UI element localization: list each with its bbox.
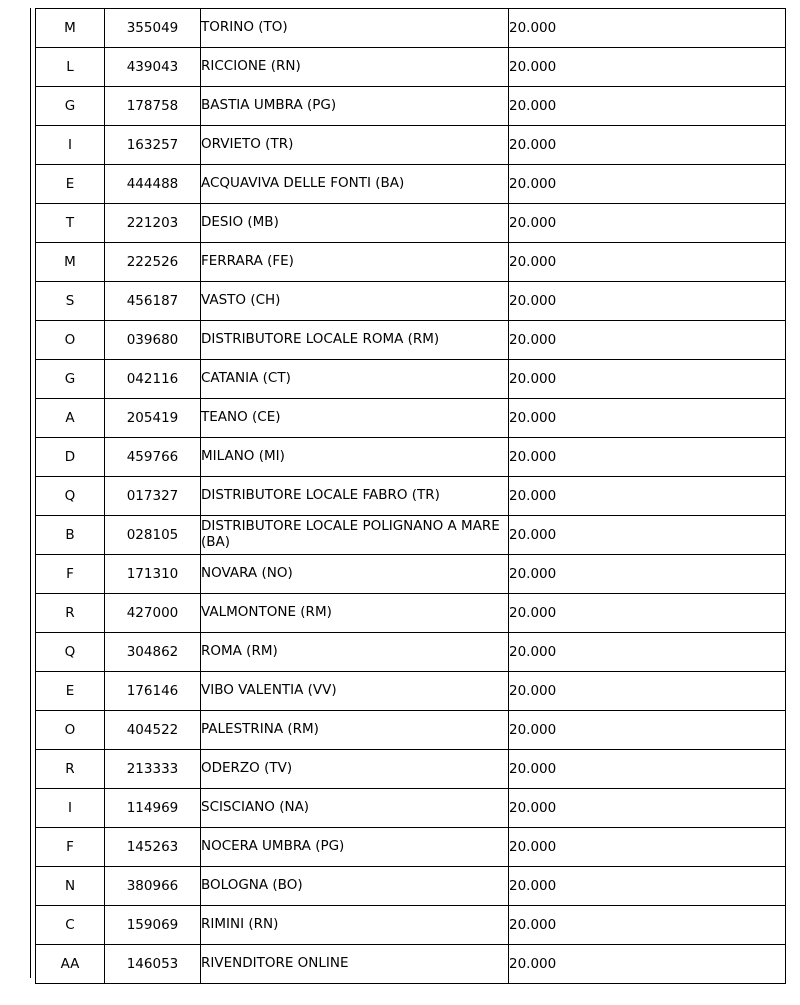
cell-value: 20.000 bbox=[509, 477, 786, 516]
cell-name: DISTRIBUTORE LOCALE FABRO (TR) bbox=[201, 477, 509, 516]
cell-value: 20.000 bbox=[509, 165, 786, 204]
cell-name: ORVIETO (TR) bbox=[201, 126, 509, 165]
cell-letter: AA bbox=[36, 945, 105, 984]
cell-letter: T bbox=[36, 204, 105, 243]
cell-name: VALMONTONE (RM) bbox=[201, 594, 509, 633]
cell-letter: R bbox=[36, 750, 105, 789]
cell-letter: I bbox=[36, 126, 105, 165]
table-row bbox=[36, 516, 786, 555]
table-row bbox=[36, 711, 786, 750]
cell-code: 042116 bbox=[105, 360, 201, 399]
cell-code: 427000 bbox=[105, 594, 201, 633]
cell-code: 028105 bbox=[105, 516, 201, 555]
cell-letter: F bbox=[36, 555, 105, 594]
cell-code: 039680 bbox=[105, 321, 201, 360]
cell-value: 20.000 bbox=[509, 555, 786, 594]
cell-letter: D bbox=[36, 438, 105, 477]
cell-code: 145263 bbox=[105, 828, 201, 867]
table-row bbox=[36, 165, 786, 204]
cell-letter: L bbox=[36, 48, 105, 87]
cell-name: DISTRIBUTORE LOCALE ROMA (RM) bbox=[201, 321, 509, 360]
cell-value: 20.000 bbox=[509, 438, 786, 477]
cell-name: ODERZO (TV) bbox=[201, 750, 509, 789]
cell-name: VASTO (CH) bbox=[201, 282, 509, 321]
cell-letter: S bbox=[36, 282, 105, 321]
cell-value: 20.000 bbox=[509, 87, 786, 126]
table-row bbox=[36, 594, 786, 633]
cell-code: 355049 bbox=[105, 9, 201, 48]
table-row bbox=[36, 828, 786, 867]
cell-name: RIMINI (RN) bbox=[201, 906, 509, 945]
cell-letter: I bbox=[36, 789, 105, 828]
cell-code: 146053 bbox=[105, 945, 201, 984]
cell-letter: F bbox=[36, 828, 105, 867]
cell-letter: O bbox=[36, 711, 105, 750]
cell-code: 176146 bbox=[105, 672, 201, 711]
cell-name: DISTRIBUTORE LOCALE POLIGNANO A MARE (BA) bbox=[201, 516, 509, 555]
cell-name: TORINO (TO) bbox=[201, 9, 509, 48]
cell-name: FERRARA (FE) bbox=[201, 243, 509, 282]
cell-code: 017327 bbox=[105, 477, 201, 516]
cell-name: VIBO VALENTIA (VV) bbox=[201, 672, 509, 711]
cell-code: 380966 bbox=[105, 867, 201, 906]
cell-letter: C bbox=[36, 906, 105, 945]
cell-code: 304862 bbox=[105, 633, 201, 672]
cell-value: 20.000 bbox=[509, 516, 786, 555]
cell-value: 20.000 bbox=[509, 750, 786, 789]
cell-code: 163257 bbox=[105, 126, 201, 165]
cell-value: 20.000 bbox=[509, 360, 786, 399]
cell-code: 171310 bbox=[105, 555, 201, 594]
cell-value: 20.000 bbox=[509, 906, 786, 945]
cell-value: 20.000 bbox=[509, 48, 786, 87]
table-row bbox=[36, 48, 786, 87]
cell-name: NOCERA UMBRA (PG) bbox=[201, 828, 509, 867]
cell-code: 114969 bbox=[105, 789, 201, 828]
cell-value: 20.000 bbox=[509, 204, 786, 243]
table-row bbox=[36, 399, 786, 438]
table-row bbox=[36, 360, 786, 399]
cell-code: 178758 bbox=[105, 87, 201, 126]
cell-code: 404522 bbox=[105, 711, 201, 750]
cell-value: 20.000 bbox=[509, 243, 786, 282]
cell-code: 444488 bbox=[105, 165, 201, 204]
cell-value: 20.000 bbox=[509, 321, 786, 360]
cell-name: PALESTRINA (RM) bbox=[201, 711, 509, 750]
cell-letter: A bbox=[36, 399, 105, 438]
cell-name: BASTIA UMBRA (PG) bbox=[201, 87, 509, 126]
cell-value: 20.000 bbox=[509, 399, 786, 438]
cell-code: 213333 bbox=[105, 750, 201, 789]
cell-code: 205419 bbox=[105, 399, 201, 438]
cell-value: 20.000 bbox=[509, 828, 786, 867]
table-row bbox=[36, 945, 786, 984]
cell-name: DESIO (MB) bbox=[201, 204, 509, 243]
table-container bbox=[35, 8, 785, 984]
cell-value: 20.000 bbox=[509, 594, 786, 633]
cell-letter: E bbox=[36, 672, 105, 711]
table-row bbox=[36, 87, 786, 126]
table-row bbox=[36, 867, 786, 906]
table-row bbox=[36, 906, 786, 945]
cell-value: 20.000 bbox=[509, 672, 786, 711]
table-row bbox=[36, 750, 786, 789]
table-row bbox=[36, 9, 786, 48]
table-row bbox=[36, 126, 786, 165]
cell-name: ACQUAVIVA DELLE FONTI (BA) bbox=[201, 165, 509, 204]
table-row bbox=[36, 633, 786, 672]
table-row bbox=[36, 477, 786, 516]
cell-name: BOLOGNA (BO) bbox=[201, 867, 509, 906]
cell-value: 20.000 bbox=[509, 126, 786, 165]
cell-value: 20.000 bbox=[509, 867, 786, 906]
table-row bbox=[36, 789, 786, 828]
cell-value: 20.000 bbox=[509, 711, 786, 750]
table-body bbox=[36, 9, 786, 984]
cell-code: 439043 bbox=[105, 48, 201, 87]
cell-code: 456187 bbox=[105, 282, 201, 321]
cell-letter: Q bbox=[36, 477, 105, 516]
cell-value: 20.000 bbox=[509, 789, 786, 828]
table-row bbox=[36, 243, 786, 282]
cell-name: MILANO (MI) bbox=[201, 438, 509, 477]
page-margin-rule bbox=[30, 8, 31, 978]
cell-name: TEANO (CE) bbox=[201, 399, 509, 438]
table-row bbox=[36, 555, 786, 594]
cell-name: SCISCIANO (NA) bbox=[201, 789, 509, 828]
cell-name: RIVENDITORE ONLINE bbox=[201, 945, 509, 984]
dealer-table bbox=[35, 8, 786, 984]
table-row bbox=[36, 204, 786, 243]
cell-name: RICCIONE (RN) bbox=[201, 48, 509, 87]
cell-letter: O bbox=[36, 321, 105, 360]
cell-name: ROMA (RM) bbox=[201, 633, 509, 672]
cell-letter: M bbox=[36, 243, 105, 282]
cell-value: 20.000 bbox=[509, 633, 786, 672]
cell-code: 159069 bbox=[105, 906, 201, 945]
cell-value: 20.000 bbox=[509, 945, 786, 984]
table-row bbox=[36, 282, 786, 321]
table-row bbox=[36, 438, 786, 477]
cell-value: 20.000 bbox=[509, 9, 786, 48]
cell-code: 221203 bbox=[105, 204, 201, 243]
cell-letter: E bbox=[36, 165, 105, 204]
table-row bbox=[36, 321, 786, 360]
cell-letter: R bbox=[36, 594, 105, 633]
cell-letter: G bbox=[36, 360, 105, 399]
cell-letter: N bbox=[36, 867, 105, 906]
table-row bbox=[36, 672, 786, 711]
cell-letter: M bbox=[36, 9, 105, 48]
cell-code: 222526 bbox=[105, 243, 201, 282]
cell-code: 459766 bbox=[105, 438, 201, 477]
cell-name: CATANIA (CT) bbox=[201, 360, 509, 399]
cell-letter: Q bbox=[36, 633, 105, 672]
cell-letter: B bbox=[36, 516, 105, 555]
cell-value: 20.000 bbox=[509, 282, 786, 321]
cell-name: NOVARA (NO) bbox=[201, 555, 509, 594]
cell-letter: G bbox=[36, 87, 105, 126]
